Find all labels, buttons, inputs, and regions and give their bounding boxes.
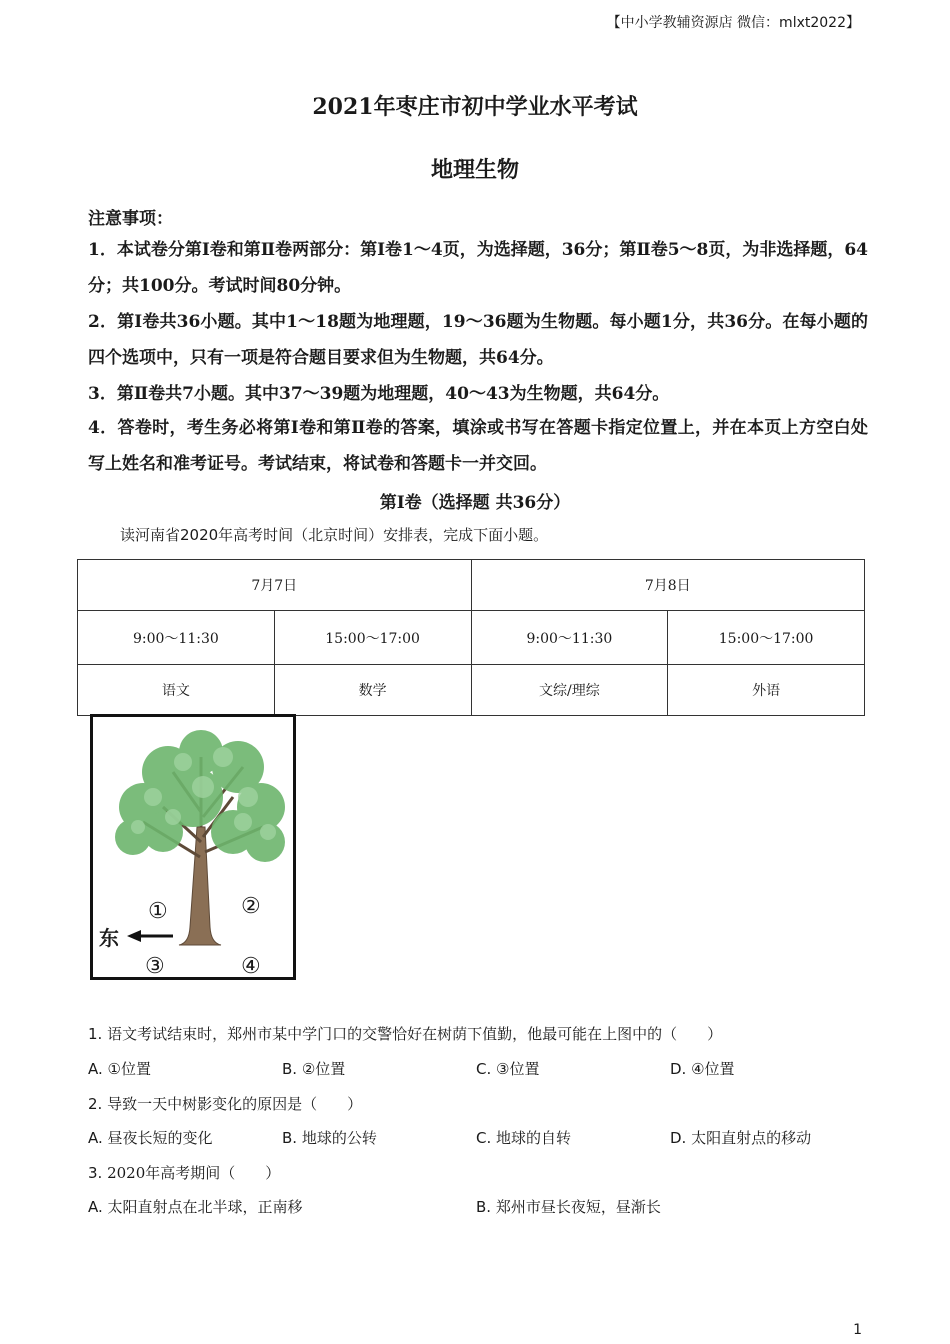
arrow-left-icon xyxy=(127,929,175,943)
date-cell: 7月8日 xyxy=(471,560,865,611)
subject-cell: 外语 xyxy=(668,665,865,716)
option-letter: C. xyxy=(476,1060,492,1078)
question-number: 3. xyxy=(88,1164,103,1182)
option-text: 昼夜长短的变化 xyxy=(107,1129,213,1147)
option-a[interactable] xyxy=(88,1196,303,1217)
option-text: ②位置 xyxy=(301,1060,346,1078)
question-3 xyxy=(88,1162,280,1183)
note-item: 4．答卷时，考生务必将第Ⅰ卷和第Ⅱ卷的答案，填涂或书写在答题卡指定位置上，并在本页上方空白处写上姓名和准考证号。考试结束，将试卷和答题卡一并交回。 xyxy=(88,418,868,474)
option-b[interactable] xyxy=(476,1196,661,1217)
page-number: 1 xyxy=(853,1322,862,1338)
note-item: 1．本试卷分第Ⅰ卷和第Ⅱ卷两部分：第Ⅰ卷1～4页，为选择题，36分；第Ⅱ卷5～8页，为非选择题，64分；共100分。考试时间80分钟。 xyxy=(88,240,869,296)
table-row xyxy=(78,611,865,665)
position-marker-1: ① xyxy=(148,899,168,924)
notes-heading: 注意事项： xyxy=(88,209,173,229)
option-text: ④位置 xyxy=(691,1060,735,1078)
question-text: 导致一天中树影变化的原因是（ ） xyxy=(107,1095,363,1113)
option-letter: D. xyxy=(670,1129,687,1147)
intro-text: 读河南省2020年高考时间（北京时间）安排表，完成下面小题。 xyxy=(120,526,549,544)
option-b[interactable] xyxy=(282,1058,345,1079)
option-a[interactable] xyxy=(88,1127,213,1148)
option-b[interactable] xyxy=(282,1127,377,1148)
question-number: 1. xyxy=(88,1025,103,1043)
option-d[interactable] xyxy=(670,1058,735,1079)
tree-icon xyxy=(93,717,293,977)
option-letter: D. xyxy=(670,1060,687,1078)
table-row xyxy=(78,560,865,611)
option-letter: B. xyxy=(282,1060,298,1078)
time-cell: 9:00～11:30 xyxy=(78,611,275,665)
option-letter: A. xyxy=(88,1129,103,1147)
subject-cell: 文综/理综 xyxy=(471,665,668,716)
position-marker-2: ② xyxy=(241,894,261,919)
option-text: ①位置 xyxy=(107,1060,151,1078)
option-a[interactable] xyxy=(88,1058,151,1079)
note-item: 2．第Ⅰ卷共36小题。其中1～18题为地理题，19～36题为生物题。每小题1分，共36分。在每小题的四个选项中，只有一项是符合题目要求但为生物题，共64分。 xyxy=(88,312,868,368)
option-letter: B. xyxy=(282,1129,298,1147)
option-d[interactable] xyxy=(670,1127,811,1148)
subject-cell: 语文 xyxy=(78,665,275,716)
exam-schedule-table xyxy=(77,559,865,716)
time-cell: 15:00～17:00 xyxy=(274,611,471,665)
question-text: 2020年高考期间（ ） xyxy=(107,1164,281,1182)
option-letter: A. xyxy=(88,1060,103,1078)
option-text: 地球的公转 xyxy=(301,1129,377,1147)
option-letter: C. xyxy=(476,1129,492,1147)
option-c[interactable] xyxy=(476,1127,571,1148)
time-cell: 15:00～17:00 xyxy=(668,611,865,665)
option-c[interactable] xyxy=(476,1058,539,1079)
tree-shadow-figure xyxy=(90,714,296,980)
position-marker-4: ④ xyxy=(241,954,261,979)
option-letter: B. xyxy=(476,1198,492,1216)
option-text: ③位置 xyxy=(496,1060,540,1078)
date-cell: 7月7日 xyxy=(78,560,472,611)
table-row xyxy=(78,665,865,716)
time-cell: 9:00～11:30 xyxy=(471,611,668,665)
option-text: 郑州市昼长夜短，昼渐长 xyxy=(495,1198,661,1216)
option-text: 太阳直射点的移动 xyxy=(691,1129,812,1147)
question-1 xyxy=(88,1023,722,1044)
exam-subtitle: 地理生物 xyxy=(430,157,519,183)
direction-east-label: 东 xyxy=(99,926,119,950)
header-watermark: 【中小学教辅资源店 微信：mlxt2022】 xyxy=(606,15,860,31)
option-letter: A. xyxy=(88,1198,103,1216)
position-marker-3: ③ xyxy=(145,954,165,979)
option-text: 太阳直射点在北半球，正南移 xyxy=(107,1198,303,1216)
question-text: 语文考试结束时，郑州市某中学门口的交警恰好在树荫下值勤，他最可能在上图中的（ ） xyxy=(107,1025,723,1043)
question-2 xyxy=(88,1093,362,1114)
option-text: 地球的自转 xyxy=(496,1129,572,1147)
section-title: 第Ⅰ卷（选择题 共36分） xyxy=(379,493,571,513)
question-number: 2. xyxy=(88,1095,103,1113)
note-item: 3．第Ⅱ卷共7小题。其中37～39题为地理题，40～43为生物题，共64分。 xyxy=(88,384,670,404)
exam-title: 2021年枣庄市初中学业水平考试 xyxy=(312,94,638,120)
subject-cell: 数学 xyxy=(274,665,471,716)
